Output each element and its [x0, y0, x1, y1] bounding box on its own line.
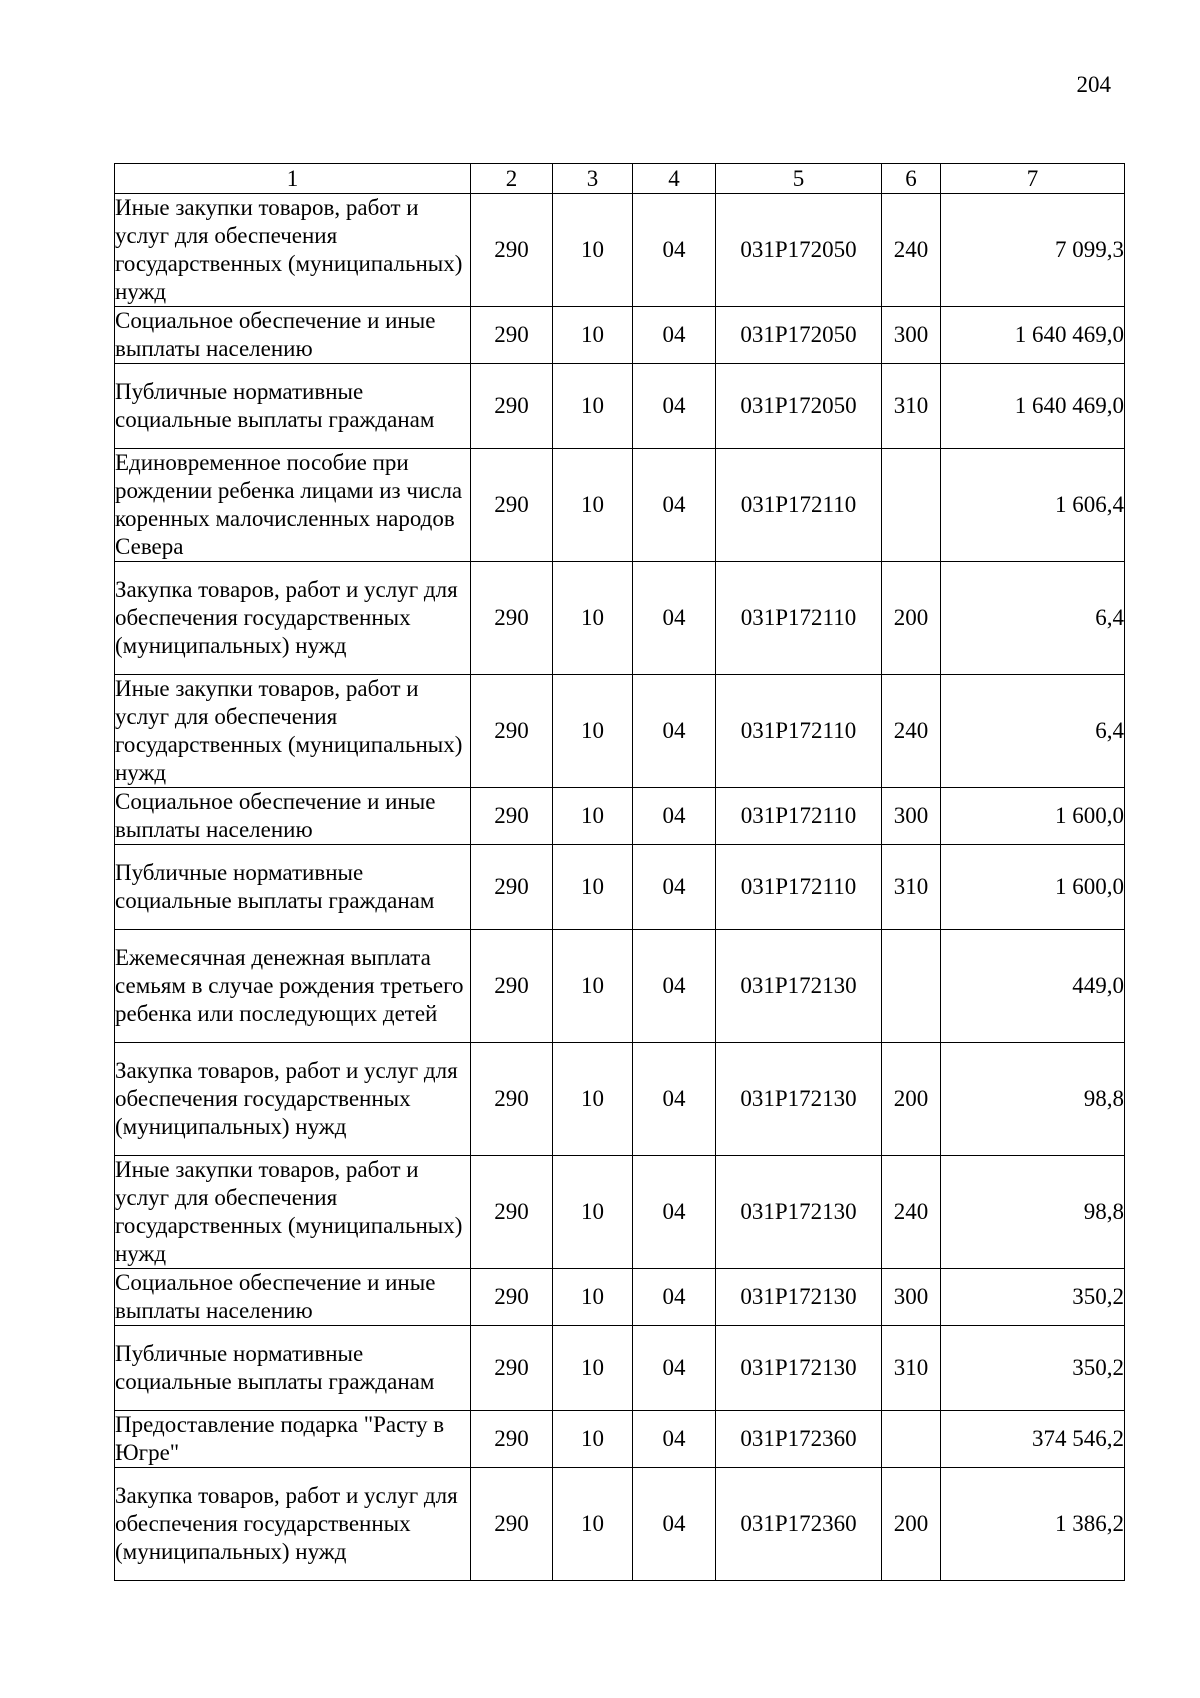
- row-col-6: 310: [882, 845, 941, 930]
- row-col-5: 031Р172130: [716, 1043, 882, 1156]
- row-name: Единовременное пособие при рождении ребенка лицами из числа коренных малочисленных народов Севера: [115, 449, 471, 562]
- row-col-6: [882, 449, 941, 562]
- header-row: [115, 164, 1125, 194]
- row-col-2: 290: [471, 194, 553, 307]
- table-row: [115, 1326, 1125, 1411]
- row-name: Социальное обеспечение и иные выплаты населению: [115, 1269, 471, 1326]
- row-col-3: 10: [553, 194, 633, 307]
- row-col-2: 290: [471, 1468, 553, 1581]
- row-col-4: 04: [633, 845, 716, 930]
- header-col-1: 1: [115, 164, 471, 194]
- row-col-7: 1 600,0: [941, 788, 1125, 845]
- header-col-3: 3: [553, 164, 633, 194]
- row-name: Иные закупки товаров, работ и услуг для обеспечения государственных (муниципальных) нужд: [115, 1156, 471, 1269]
- row-name: Предоставление подарка "Расту в Югре": [115, 1411, 471, 1468]
- row-name: Ежемесячная денежная выплата семьям в случае рождения третьего ребенка или последующих детей: [115, 930, 471, 1043]
- row-col-7: 449,0: [941, 930, 1125, 1043]
- row-col-4: 04: [633, 449, 716, 562]
- row-col-3: 10: [553, 1411, 633, 1468]
- row-col-3: 10: [553, 675, 633, 788]
- row-col-3: 10: [553, 788, 633, 845]
- header-col-4: 4: [633, 164, 716, 194]
- table-row: [115, 562, 1125, 675]
- row-col-4: 04: [633, 194, 716, 307]
- row-col-6: 300: [882, 307, 941, 364]
- table-row: [115, 788, 1125, 845]
- row-col-2: 290: [471, 1269, 553, 1326]
- row-col-4: 04: [633, 1156, 716, 1269]
- row-col-2: 290: [471, 1326, 553, 1411]
- row-col-2: 290: [471, 364, 553, 449]
- row-col-2: 290: [471, 675, 553, 788]
- row-col-6: 300: [882, 1269, 941, 1326]
- row-col-4: 04: [633, 1411, 716, 1468]
- table-row: [115, 930, 1125, 1043]
- row-name: Публичные нормативные социальные выплаты гражданам: [115, 1326, 471, 1411]
- row-col-2: 290: [471, 562, 553, 675]
- row-col-5: 031Р172130: [716, 1326, 882, 1411]
- row-col-5: 031Р172360: [716, 1468, 882, 1581]
- row-name: Закупка товаров, работ и услуг для обеспечения государственных (муниципальных) нужд: [115, 1043, 471, 1156]
- row-col-3: 10: [553, 562, 633, 675]
- row-col-6: [882, 930, 941, 1043]
- row-col-5: 031Р172110: [716, 562, 882, 675]
- row-col-5: 031Р172050: [716, 307, 882, 364]
- row-col-7: 98,8: [941, 1043, 1125, 1156]
- row-col-2: 290: [471, 1043, 553, 1156]
- table-row: [115, 1468, 1125, 1581]
- row-name: Социальное обеспечение и иные выплаты населению: [115, 307, 471, 364]
- row-name: Публичные нормативные социальные выплаты гражданам: [115, 364, 471, 449]
- row-col-2: 290: [471, 449, 553, 562]
- row-col-3: 10: [553, 1468, 633, 1581]
- row-name: Иные закупки товаров, работ и услуг для обеспечения государственных (муниципальных) нужд: [115, 675, 471, 788]
- row-col-6: 200: [882, 1043, 941, 1156]
- row-col-4: 04: [633, 1326, 716, 1411]
- table-row: [115, 845, 1125, 930]
- row-col-5: 031Р172110: [716, 675, 882, 788]
- row-col-7: 350,2: [941, 1269, 1125, 1326]
- row-col-2: 290: [471, 788, 553, 845]
- row-col-7: 98,8: [941, 1156, 1125, 1269]
- row-col-6: 200: [882, 1468, 941, 1581]
- table-row: [115, 194, 1125, 307]
- table-row: [115, 1269, 1125, 1326]
- row-col-3: 10: [553, 845, 633, 930]
- row-col-3: 10: [553, 307, 633, 364]
- row-col-3: 10: [553, 449, 633, 562]
- row-col-4: 04: [633, 307, 716, 364]
- row-name: Иные закупки товаров, работ и услуг для обеспечения государственных (муниципальных) нужд: [115, 194, 471, 307]
- row-col-3: 10: [553, 930, 633, 1043]
- row-col-3: 10: [553, 1269, 633, 1326]
- row-col-6: 240: [882, 194, 941, 307]
- table-row: [115, 364, 1125, 449]
- row-col-2: 290: [471, 307, 553, 364]
- row-col-7: 1 640 469,0: [941, 364, 1125, 449]
- row-col-6: 240: [882, 1156, 941, 1269]
- header-col-5: 5: [716, 164, 882, 194]
- row-col-7: 1 606,4: [941, 449, 1125, 562]
- row-col-6: 240: [882, 675, 941, 788]
- header-col-7: 7: [941, 164, 1125, 194]
- row-col-4: 04: [633, 930, 716, 1043]
- row-col-5: 031Р172130: [716, 1156, 882, 1269]
- budget-table: [114, 163, 1125, 1581]
- row-name: Закупка товаров, работ и услуг для обеспечения государственных (муниципальных) нужд: [115, 1468, 471, 1581]
- row-col-5: 031Р172050: [716, 194, 882, 307]
- row-col-7: 6,4: [941, 675, 1125, 788]
- table-body: [115, 194, 1125, 1581]
- row-name: Социальное обеспечение и иные выплаты населению: [115, 788, 471, 845]
- row-col-6: 310: [882, 364, 941, 449]
- row-col-6: 200: [882, 562, 941, 675]
- row-col-6: 310: [882, 1326, 941, 1411]
- row-col-5: 031Р172110: [716, 788, 882, 845]
- row-name: Публичные нормативные социальные выплаты гражданам: [115, 845, 471, 930]
- table-row: [115, 307, 1125, 364]
- row-col-2: 290: [471, 1156, 553, 1269]
- row-col-4: 04: [633, 1269, 716, 1326]
- row-col-7: 350,2: [941, 1326, 1125, 1411]
- table-row: [115, 1043, 1125, 1156]
- page-number: 204: [1076, 72, 1111, 97]
- table-row: [115, 1411, 1125, 1468]
- row-col-5: 031Р172130: [716, 930, 882, 1043]
- row-col-5: 031Р172050: [716, 364, 882, 449]
- row-col-3: 10: [553, 1156, 633, 1269]
- row-col-7: 7 099,3: [941, 194, 1125, 307]
- row-col-4: 04: [633, 562, 716, 675]
- row-col-7: 1 600,0: [941, 845, 1125, 930]
- row-col-6: [882, 1411, 941, 1468]
- row-col-6: 300: [882, 788, 941, 845]
- row-col-3: 10: [553, 364, 633, 449]
- header-col-2: 2: [471, 164, 553, 194]
- row-col-7: 6,4: [941, 562, 1125, 675]
- table-row: [115, 675, 1125, 788]
- row-col-7: 1 386,2: [941, 1468, 1125, 1581]
- row-col-4: 04: [633, 1043, 716, 1156]
- table-header: [115, 164, 1125, 194]
- row-col-4: 04: [633, 788, 716, 845]
- row-col-3: 10: [553, 1043, 633, 1156]
- row-col-3: 10: [553, 1326, 633, 1411]
- row-col-5: 031Р172130: [716, 1269, 882, 1326]
- row-col-5: 031Р172110: [716, 845, 882, 930]
- row-col-5: 031Р172110: [716, 449, 882, 562]
- row-col-4: 04: [633, 364, 716, 449]
- table-row: [115, 449, 1125, 562]
- row-col-5: 031Р172360: [716, 1411, 882, 1468]
- row-col-2: 290: [471, 845, 553, 930]
- header-col-6: 6: [882, 164, 941, 194]
- row-col-7: 374 546,2: [941, 1411, 1125, 1468]
- row-col-4: 04: [633, 1468, 716, 1581]
- table-row: [115, 1156, 1125, 1269]
- row-col-7: 1 640 469,0: [941, 307, 1125, 364]
- row-col-4: 04: [633, 675, 716, 788]
- row-name: Закупка товаров, работ и услуг для обеспечения государственных (муниципальных) нужд: [115, 562, 471, 675]
- row-col-2: 290: [471, 930, 553, 1043]
- row-col-2: 290: [471, 1411, 553, 1468]
